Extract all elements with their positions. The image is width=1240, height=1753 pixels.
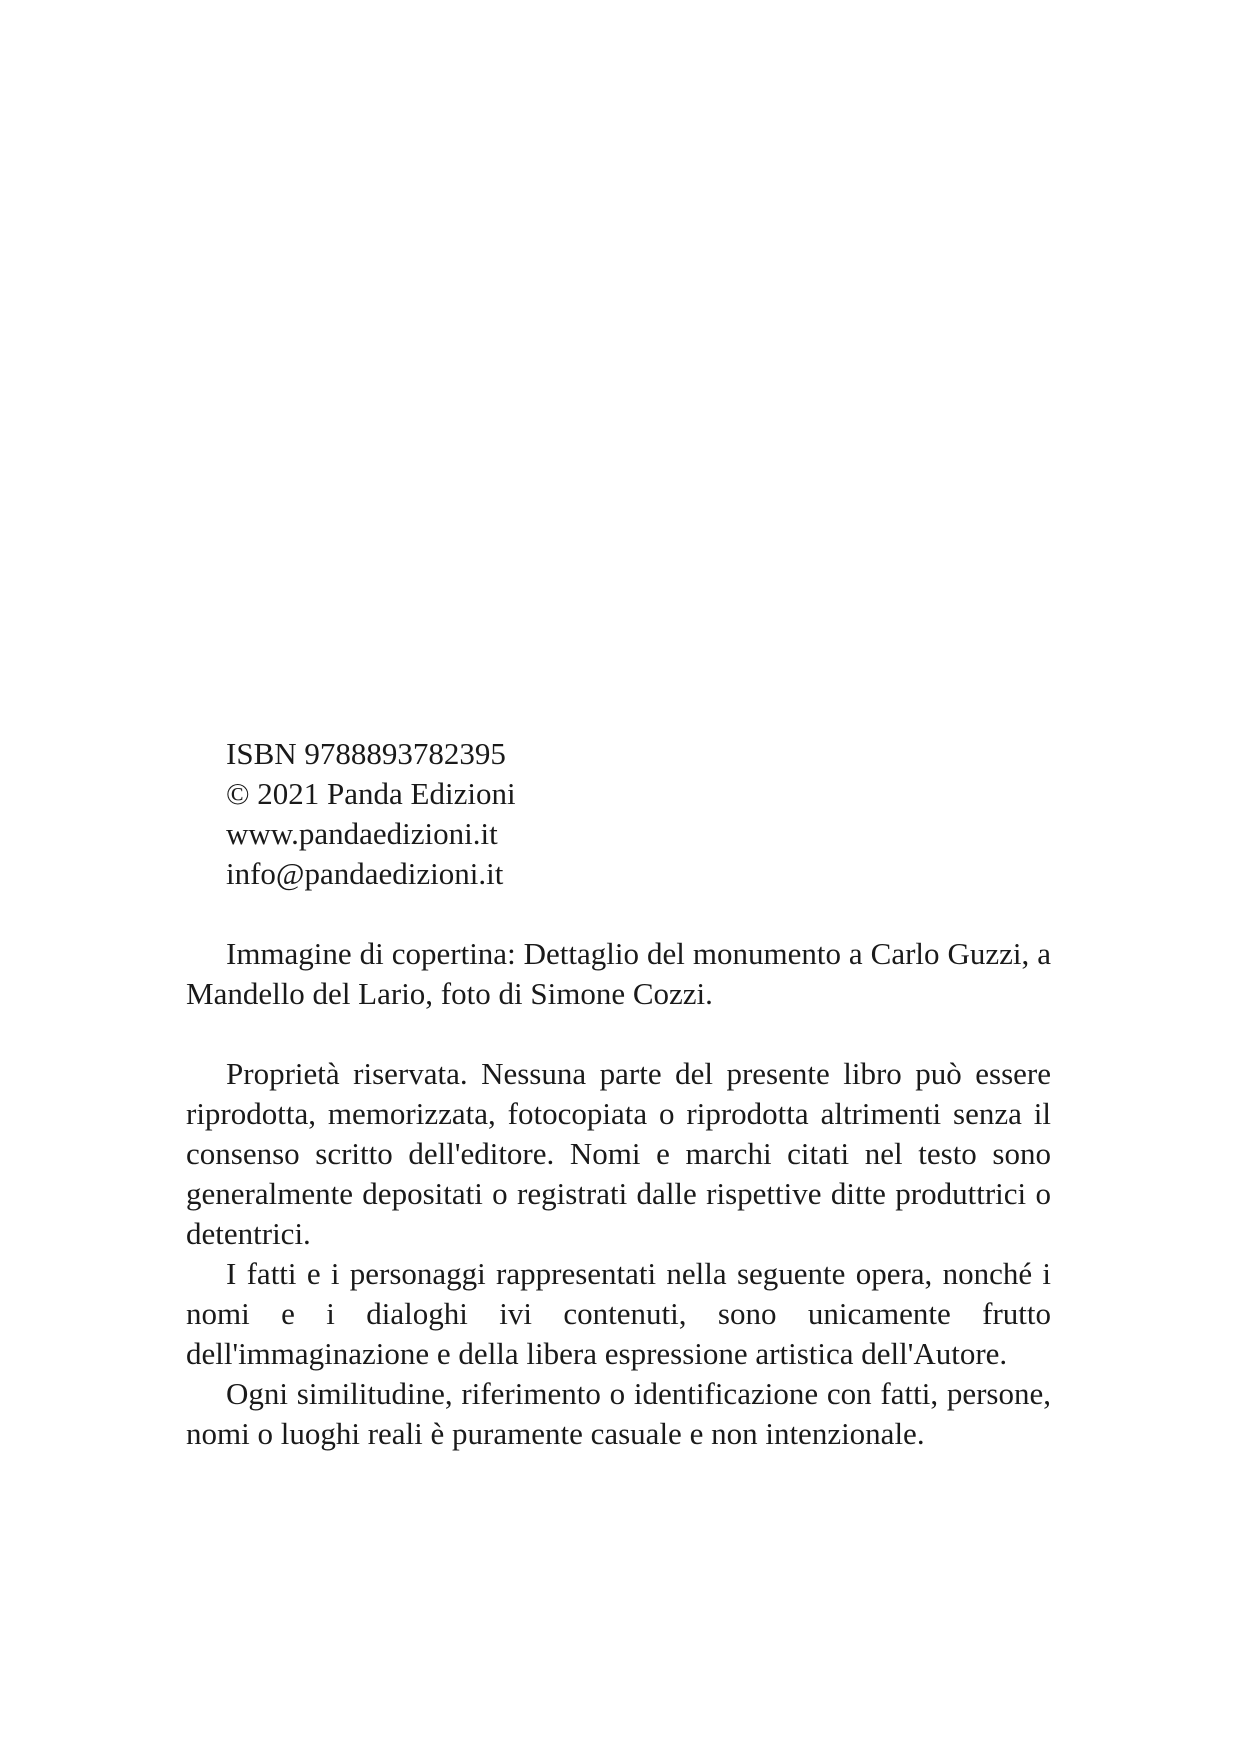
email-line: info@pandaedizioni.it — [226, 856, 504, 891]
isbn-line: ISBN 9788893782395 — [226, 736, 506, 771]
colophon — [186, 734, 1051, 1454]
legal-paragraph-disclaimer: Ogni similitudine, riferimento o identificazione con fatti, persone, nomi o luoghi reali è puramente casuale e non intenzionale. — [186, 1376, 1051, 1451]
copyright-line: © 2021 Panda Edizioni — [226, 776, 516, 811]
cover-credit-paragraph: Immagine di copertina: Dettaglio del monumento a Carlo Guzzi, a Mandello del Lario, foto di Simone Cozzi. — [186, 936, 1051, 1011]
publication-info — [186, 734, 1051, 894]
spacer — [186, 894, 1051, 934]
legal-paragraph-fiction: I fatti e i personaggi rappresentati nella seguente opera, nonché i nomi e i dialoghi ivi contenuti, sono unicamente frutto dell'immaginazione e della libera espressione artistica dell'Autore. — [186, 1256, 1051, 1371]
spacer — [186, 1014, 1051, 1054]
legal-paragraph-rights: Proprietà riservata. Nessuna parte del presente libro può essere riprodotta, memorizzata, fotocopiata o riprodotta altrimenti senza il consenso scritto dell'editore. Nomi e marchi citati nel testo sono generalmente depositati o registrati dalle rispettive ditte produttrici o detentrici. — [186, 1056, 1051, 1251]
website-line: www.pandaedizioni.it — [226, 816, 498, 851]
